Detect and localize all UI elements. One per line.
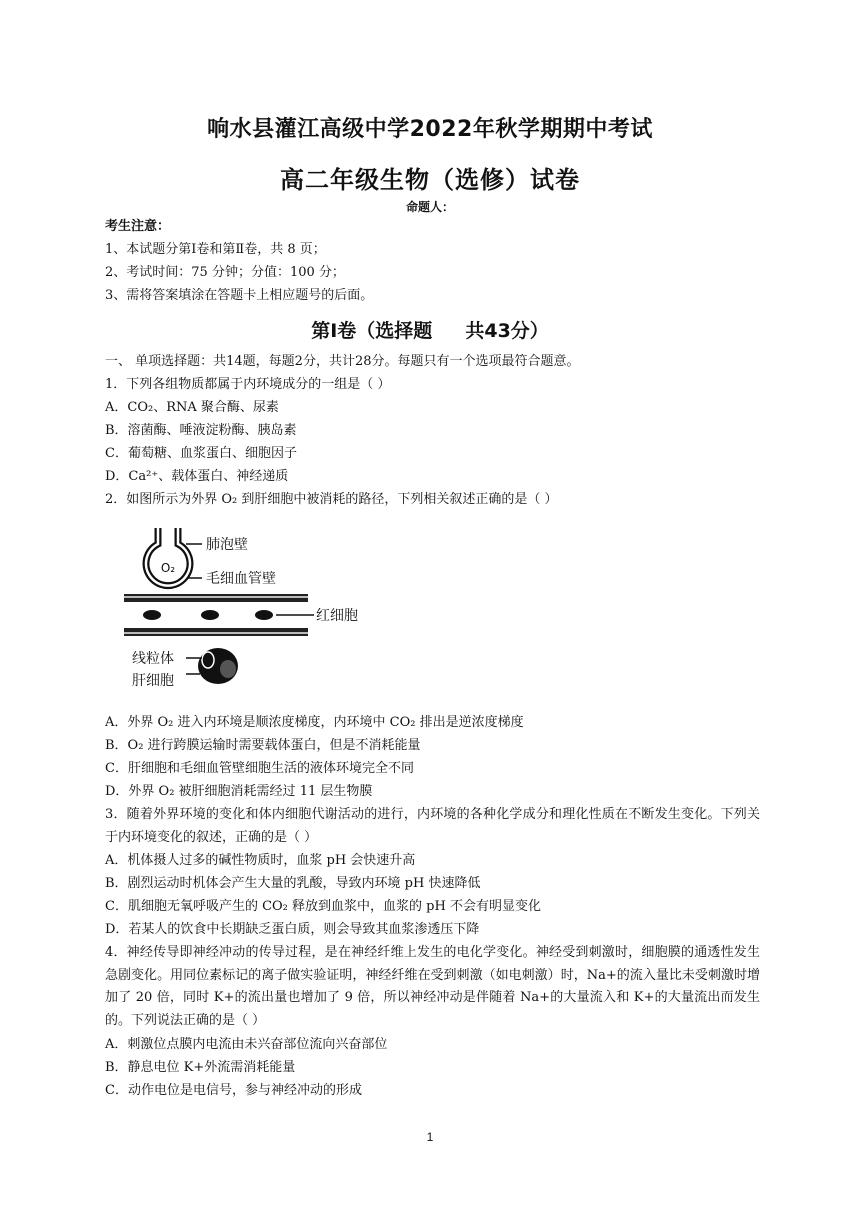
mitochondria-label: 线粒体 xyxy=(132,651,174,667)
oxygen-path-figure xyxy=(118,522,368,694)
alveolus-shape xyxy=(146,528,190,586)
rbc-label: 红细胞 xyxy=(316,608,358,624)
question-4-option-b: B．静息电位 K+外流需消耗能量 xyxy=(105,1060,296,1075)
question-3-option-c: C．肌细胞无氧呼吸产生的 CO₂ 释放到血浆中，血浆的 pH 不会有明显变化 xyxy=(105,899,541,914)
liver-cell-shape xyxy=(198,648,238,684)
o2-label: O₂ xyxy=(160,561,176,575)
capillary-label: 毛细血管壁 xyxy=(206,571,276,587)
question-4-stem: 4．神经传导即神经冲动的传导过程，是在神经纤维上发生的电化学变化。神经受到刺激时，细胞膜的通透性发生急剧变化。用同位素标记的离子做实验证明，神经纤维在受到刺激（如电刺激）时，Na+的流入量比未受刺激时增加了 20 倍，同时 K+的流出量也增加了 9 倍，所以神经冲动是伴随着 Na+的大量流入和 K+的大量流出而发生的。下列说法正确的是（ ） xyxy=(105,945,760,1028)
exam-title: 响水县灌江高级中学2022年秋学期期中考试 xyxy=(207,117,653,142)
question-3-option-a: A．机体摄人过多的碱性物质时，血浆 pH 会快速升高 xyxy=(105,853,416,868)
question-1-stem: 1．下列各组物质都属于内环境成分的一组是（ ） xyxy=(105,377,391,392)
question-3-stem: 3．随着外界环境的变化和体内细胞代谢活动的进行，内环境的各种化学成分和理化性质在不断发生变化。下列关于内环境变化的叙述，正确的是（ ） xyxy=(105,807,760,845)
question-2-option-a: A．外界 O₂ 进入内环境是顺浓度梯度，内环境中 CO₂ 排出是逆浓度梯度 xyxy=(105,715,524,730)
question-1-option-a: A．CO₂、RNA 聚合酶、尿素 xyxy=(105,400,279,415)
question-3-option-d: D．若某人的饮食中长期缺乏蛋白质，则会导致其血浆渗透压下降 xyxy=(105,922,480,937)
notice-item: 2、考试时间：75 分钟；分值：100 分； xyxy=(105,265,345,280)
question-2-option-d: D．外界 O₂ 被肝细胞消耗需经过 11 层生物膜 xyxy=(105,784,373,799)
author-line: 命题人： xyxy=(405,200,454,214)
question-2-option-c: C．肝细胞和毛细血管壁细胞生活的液体环境完全不同 xyxy=(105,761,414,776)
notice-item: 3、需将答案填涂在答题卡上相应题号的后面。 xyxy=(105,288,374,303)
alveolus-label: 肺泡壁 xyxy=(206,537,248,553)
liver-cell-label: 肝细胞 xyxy=(132,673,174,689)
part-instruction: 一、 单项选择题：共14题，每题2分，共计28分。每题只有一个选项最符合题意。 xyxy=(105,354,580,369)
question-2-stem: 2．如图所示为外界 O₂ 到肝细胞中被消耗的路径，下列相关叙述正确的是（ ） xyxy=(105,492,558,507)
exam-subtitle: 高二年级生物（选修）试卷 xyxy=(280,166,580,194)
question-4-option-c: C．动作电位是电信号，参与神经冲动的形成 xyxy=(105,1083,362,1098)
notice-item: 1、本试题分第Ⅰ卷和第Ⅱ卷，共 8 页； xyxy=(105,242,326,257)
question-3-option-b: B．剧烈运动时机体会产生大量的乳酸，导致内环境 pH 快速降低 xyxy=(105,876,481,891)
question-1-option-d: D．Ca²⁺、载体蛋白、神经递质 xyxy=(105,469,289,484)
question-2-option-b: B．O₂ 进行跨膜运输时需要载体蛋白，但是不消耗能量 xyxy=(105,738,421,753)
notice-heading: 考生注意： xyxy=(105,219,171,234)
question-1-option-c: C．葡萄糖、血浆蛋白、细胞因子 xyxy=(105,446,297,461)
question-1-option-b: B．溶菌酶、唾液淀粉酶、胰岛素 xyxy=(105,423,297,438)
section-title: 第Ⅰ卷（选择题 共43分） xyxy=(311,320,549,342)
page-number: 1 xyxy=(426,1130,434,1144)
question-4-option-a: A．刺激位点膜内电流由未兴奋部位流向兴奋部位 xyxy=(105,1037,388,1052)
